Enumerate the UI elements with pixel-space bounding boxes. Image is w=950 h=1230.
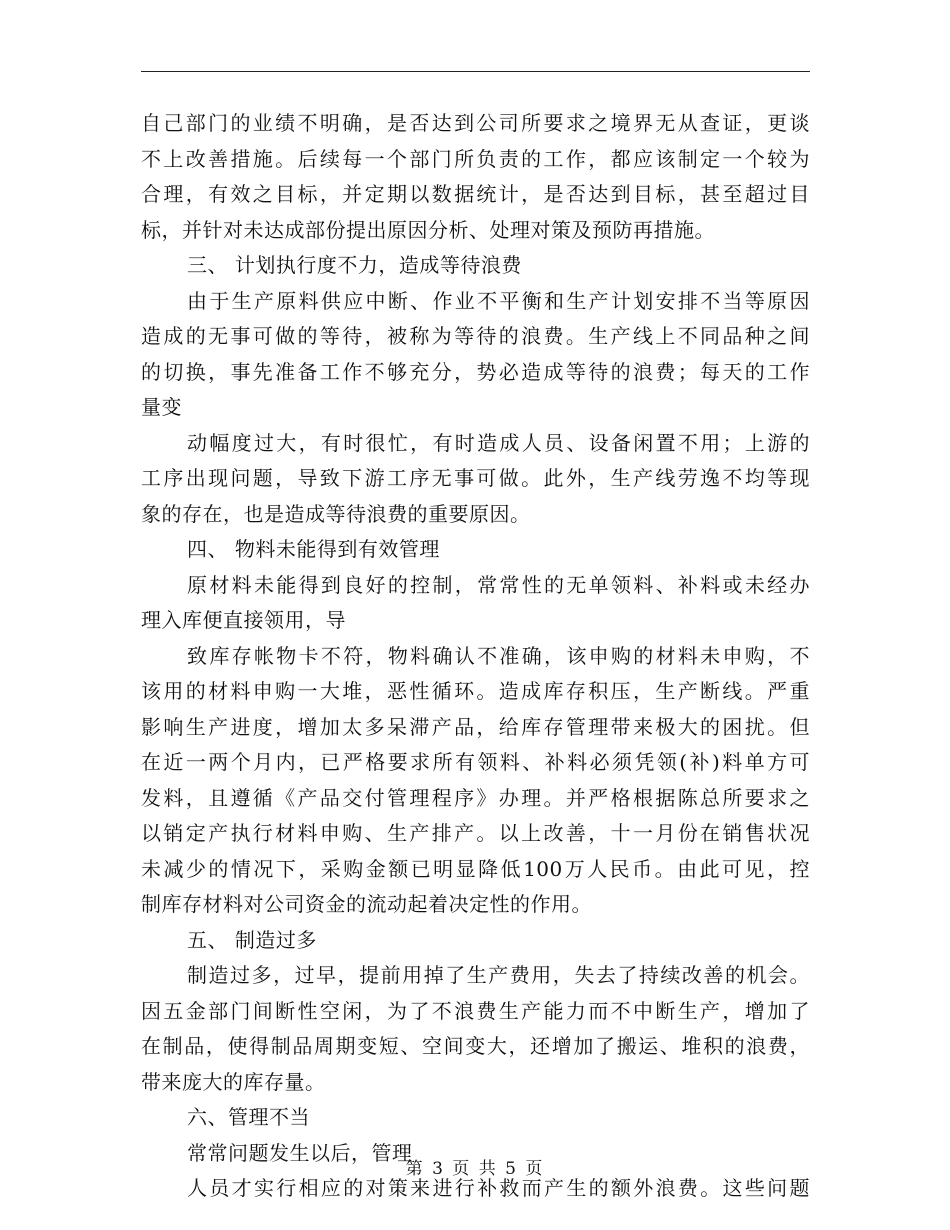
text-line: 在近一两个月内，已严格要求所有领料、补料必须凭领(补)料单方可: [141, 750, 810, 774]
text-line: 人员才实行相应的对策来进行补救而产生的额外浪费。这些问题: [187, 1176, 810, 1200]
text-line: 标，并针对未达成部份提出原因分析、处理对策及预防再措施。: [141, 217, 715, 242]
text-line: 理入库便直接领用，导: [141, 608, 346, 632]
text-line: 工序出现问题，导致下游工序无事可做。此外，生产线劳逸不均等现: [141, 466, 810, 490]
text-line: 该用的材料申购一大堆，恶性循环。造成库存积压，生产断线。严重: [141, 679, 810, 703]
text-line: 影响生产进度，增加太多呆滞产品，给库存管理带来极大的困扰。但: [141, 714, 810, 739]
text-line: 常常问题发生以后，管理: [187, 1140, 413, 1165]
text-line: 量变: [141, 395, 182, 419]
text-line: 致库存帐物卡不符，物料确认不准确，该申购的材料未申购，不: [187, 643, 810, 668]
text-line: 发料，且遵循《产品交付管理程序》办理。并严格根据陈总所要求之: [141, 785, 810, 810]
page-footer: 第 3 页 共 5 页: [405, 1159, 545, 1179]
text-line: 不上改善措施。后续每一个部门所负责的工作，都应该制定一个较为: [141, 146, 810, 171]
text-line: 六、管理不当: [187, 1105, 310, 1129]
text-line: 原材料未能得到良好的控制，常常性的无单领料、补料或未经办: [187, 572, 810, 597]
text-line: 以销定产执行材料申购、生产排产。以上改善，十一月份在销售状况: [141, 821, 810, 845]
text-line: 由于生产原料供应中断、作业不平衡和生产计划安排不当等原因: [187, 288, 810, 313]
text-line: 造成的无事可做的等待，被称为等待的浪费。生产线上不同品种之间: [141, 324, 810, 348]
text-line: 带来庞大的库存量。: [141, 1069, 326, 1094]
document-body: [141, 106, 810, 1207]
text-line: 未减少的情况下，采购金额已明显降低100万人民币。由此可见，控: [141, 856, 810, 881]
text-line: 动幅度过大，有时很忙，有时造成人员、设备闲置不用；上游的: [187, 430, 810, 455]
text-line: 三、 计划执行度不力，造成等待浪费: [187, 253, 522, 277]
text-line: 因五金部门间断性空闲，为了不浪费生产能力而不中断生产，增加了: [141, 998, 810, 1023]
text-line: 制库存材料对公司资金的流动起着决定性的作用。: [141, 892, 592, 916]
text-line: 象的存在，也是造成等待浪费的重要原因。: [141, 501, 531, 526]
text-line: 的切换，事先准备工作不够充分，势必造成等待的浪费；每天的工作: [141, 359, 810, 384]
text-line: 合理，有效之目标，并定期以数据统计，是否达到目标，甚至超过目: [141, 182, 810, 206]
header-rule: [141, 71, 810, 72]
text-line: 自己部门的业绩不明确，是否达到公司所要求之境界无从查证，更谈: [141, 111, 810, 135]
text-line: 四、 物料未能得到有效管理: [187, 537, 440, 561]
text-line: 制造过多，过早，提前用掉了生产费用，失去了持续改善的机会。: [187, 963, 810, 987]
text-line: 五、 制造过多: [187, 927, 317, 952]
text-line: 在制品，使得制品周期变短、空间变大，还增加了搬运、堆积的浪费，: [141, 1034, 810, 1058]
